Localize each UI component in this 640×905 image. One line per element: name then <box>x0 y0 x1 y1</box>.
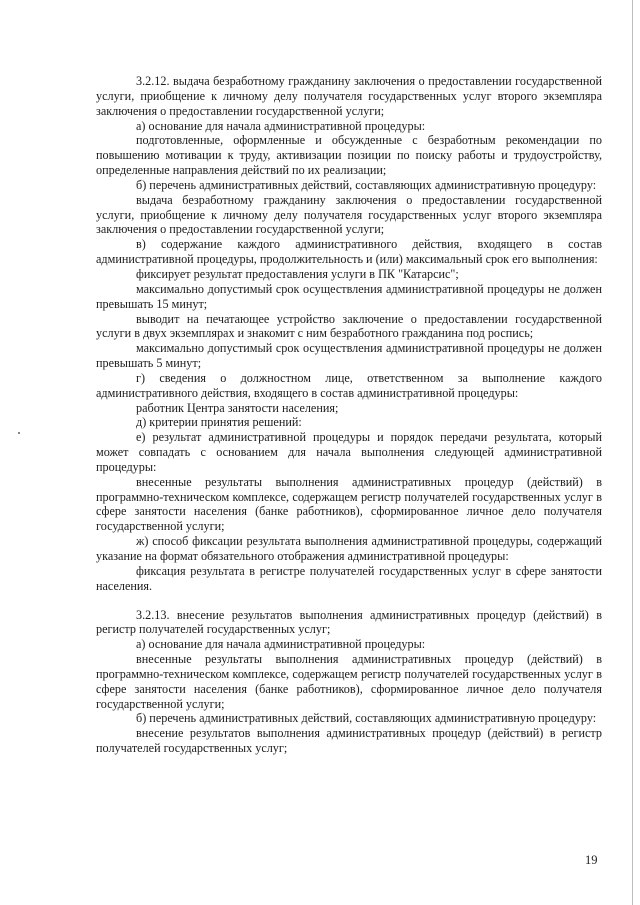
paragraph: внесение результатов выполнения административных процедур (действий) в регистр получателей государственных услуг; <box>96 726 602 756</box>
paragraph: г) сведения о должностном лице, ответственном за выполнение каждого административного действия, входящего в состав административной процедуры: <box>96 370 602 400</box>
paragraph: а) основание для начала административной процедуры: <box>136 118 426 133</box>
paragraph: е) результат административной процедуры и порядок передачи результата, который может совпадать с основанием для начала выполнения следующей административной процедуры: <box>96 430 602 474</box>
paragraph: подготовленные, оформленные и обсужденные с безработным рекомендации по повышению мотивации к труду, активизации позиции по поиску работы и трудоустройству, определенные направления действий по их реализации; <box>96 133 602 178</box>
paragraph: д) критерии принятия решений: <box>136 415 302 430</box>
section-3-2-12-heading: 3.2.12. выдача безработному гражданину заключения о предоставлении государственной услуги, приобщение к личному делу получателя государственных услуг второго экземпляра заключения о предоставлении государственной услуги; <box>96 74 602 118</box>
paragraph: выводит на печатающее устройство заключение о предоставлении государственной услуги в двух экземплярах и знакомит с ним безработного гражданина под роспись; <box>96 311 602 341</box>
paragraph: работник Центра занятости населения; <box>136 400 339 415</box>
scan-edge-line <box>632 0 633 905</box>
paragraph: максимально допустимый срок осуществления административной процедуры не должен превышать 15 минут; <box>96 281 602 311</box>
paragraph: фиксация результата в регистре получателей государственных услуг в сфере занятости населения. <box>96 563 602 593</box>
paragraph: а) основание для начала административной процедуры: <box>136 637 426 652</box>
paragraph: б) перечень административных действий, составляющих административную процедуру: <box>136 711 597 726</box>
page-number: 19 <box>585 853 598 867</box>
paragraph: внесенные результаты выполнения административных процедур (действий) в программно-техническом комплексе, содержащем регистр получателей государственных услуг в сфере занятости населения (банке работников), сформированное личное дело получателя государственной услуги; <box>96 652 602 711</box>
document-body <box>96 74 602 756</box>
scan-speck <box>18 432 20 434</box>
paragraph: в) содержание каждого административного действия, входящего в состав административной процедуры, продолжительность и (или) максимальный срок его выполнения: <box>96 237 602 267</box>
paragraph: фиксирует результат предоставления услуги в ПК "Катарсис"; <box>136 266 459 281</box>
paragraph: внесенные результаты выполнения административных процедур (действий) в программно-техническом комплексе, содержащем регистр получателей государственных услуг в сфере занятости населения (банке работников), сформированное личное дело получателя государственной услуги; <box>96 474 602 534</box>
paragraph: ж) способ фиксации результата выполнения административной процедуры, содержащий указание на формат обязательного отображения административной процедуры: <box>96 534 602 563</box>
paragraph: максимально допустимый срок осуществления административной процедуры не должен превышать 5 минут; <box>96 341 602 371</box>
paragraph: выдача безработному гражданину заключения о предоставлении государственной услуги, приобщение к личному делу получателя государственных услуг второго экземпляра заключения о предоставлении государственной услуги; <box>96 192 602 237</box>
section-3-2-13-heading: 3.2.13. внесение результатов выполнения административных процедур (действий) в регистр получателей государственных услуг; <box>96 607 602 637</box>
paragraph: б) перечень административных действий, составляющих административную процедуру: <box>136 177 597 192</box>
